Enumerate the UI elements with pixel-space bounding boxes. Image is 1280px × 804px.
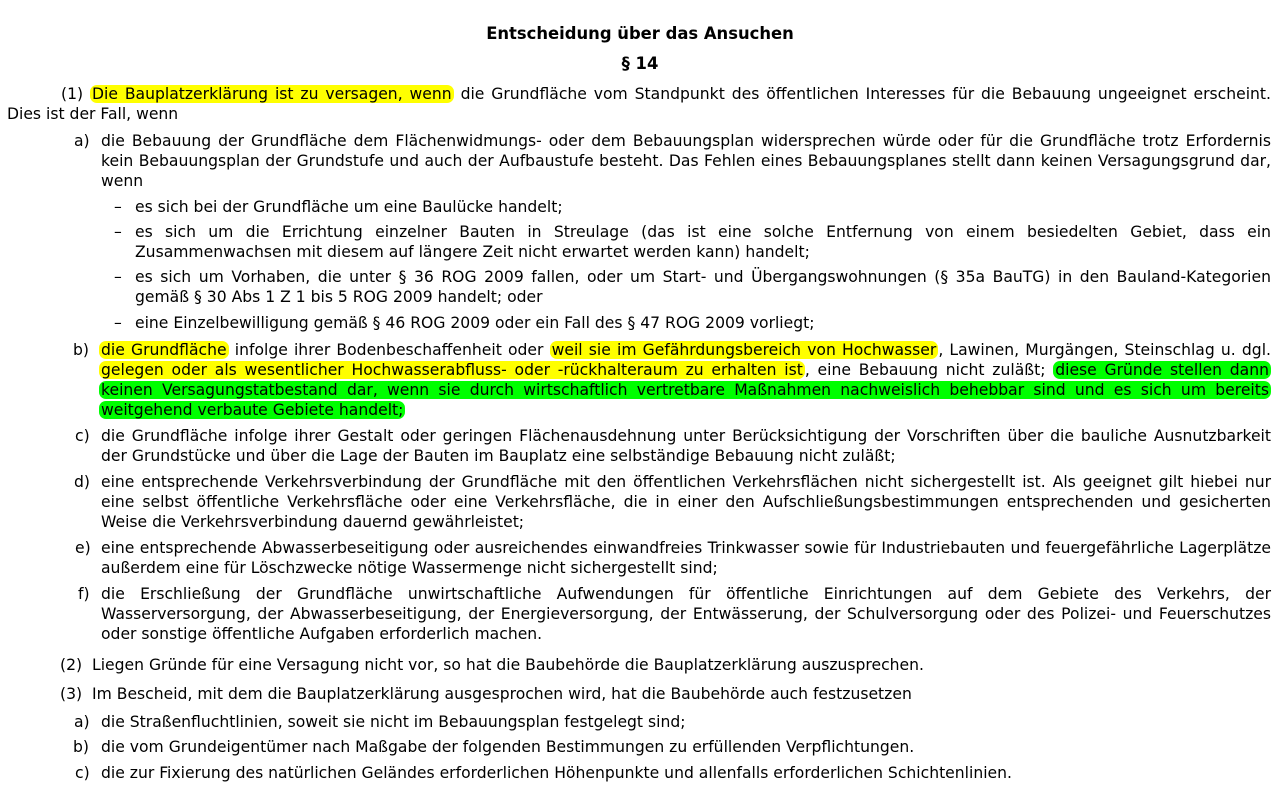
paragraph-3-text: Im Bescheid, mit dem die Bauplatzerklärung ausgesprochen wird, hat die Baubehörde auch festzusetzen <box>92 685 912 703</box>
item-d-label: d) <box>74 473 90 491</box>
paragraph-1 <box>7 84 1271 124</box>
item-b-text-3: , eine Bebauung nicht zuläßt; <box>804 361 1054 379</box>
p3-item-b-text: die vom Grundeigentümer nach Maßgabe der folgenden Bestimmungen zu erfüllenden Verpflichtungen. <box>101 738 915 756</box>
sub-item-2: es sich um die Errichtung einzelner Bauten in Streulage (das ist eine solche Entfernung von einem besiedelten Gebiet, dass ein Zusammenwachsen mit diesem auf längere Zeit nicht erwartet werden kann) handelt; <box>135 223 1271 261</box>
item-a-label: a) <box>74 132 90 150</box>
p3-item-b-label: b) <box>73 738 89 756</box>
paragraph-2-number: (2) <box>60 656 83 674</box>
paragraph-3-number: (3) <box>60 685 83 703</box>
highlight-green-exception: diese Gründe stellen dann keinen Versagungstatbestand dar, wenn sie durch wirtschaftlich vertretbare Maßnahmen nachweislich behebbar sind und es sich um bereits weitgehend verbaute Gebiete handelt; <box>101 361 1269 419</box>
p3-item-c-label: c) <box>75 764 90 782</box>
dash-3: – <box>114 268 122 286</box>
paragraph-1-number: (1) <box>61 85 84 103</box>
item-f-label: f) <box>78 585 90 603</box>
item-b-text-2: , Lawinen, Murgängen, Steinschlag u. dgl. <box>938 341 1271 359</box>
dash-4: – <box>114 314 122 332</box>
paragraph-1-text: die Grundfläche vom Standpunkt des öffentlichen Interesses für die Bebauung ungeeignet erscheint. Dies ist der Fall, wenn <box>7 85 1271 123</box>
p3-item-a-text: die Straßenfluchtlinien, soweit sie nicht im Bebauungsplan festgelegt sind; <box>101 713 686 731</box>
sub-item-1: es sich bei der Grundfläche um eine Baulücke handelt; <box>135 198 563 216</box>
dash-1: – <box>114 198 122 216</box>
highlight-paragraph-1: Die Bauplatzerklärung ist zu versagen, wenn <box>92 85 452 103</box>
item-e-label: e) <box>75 539 91 557</box>
section-number: § 14 <box>621 54 659 73</box>
item-d-text: eine entsprechende Verkehrsverbindung der Grundfläche mit den öffentlichen Verkehrsflächen nicht sichergestellt ist. Als geeignet gilt hiebei nur eine selbst öffentliche Verkehrsfläche oder eine Verkehrsfläche, die in einer den Aufschließungsbestimmungen entsprechenden und gesicherten Weise die Verkehrsverbindung dauernd gewährleistet; <box>101 473 1271 531</box>
item-b-text <box>99 340 1271 420</box>
highlight-grundflaeche: die Grundfläche <box>101 341 227 359</box>
item-c-label: c) <box>75 427 90 445</box>
item-b-text-1: infolge ihrer Bodenbeschaffenheit oder <box>228 341 550 359</box>
item-b-label: b) <box>73 341 89 359</box>
page-title: Entscheidung über das Ansuchen <box>486 24 794 43</box>
paragraph-2-text: Liegen Gründe für eine Versagung nicht vor, so hat die Baubehörde die Bauplatzerklärung auszusprechen. <box>92 656 924 674</box>
item-c-text: die Grundfläche infolge ihrer Gestalt oder geringen Flächenausdehnung unter Berücksichtigung der Vorschriften über die bauliche Ausnutzbarkeit der Grundstücke und über die Lage der Bauten im Bauplatz eine selbständige Bebauung nicht zuläßt; <box>101 427 1271 465</box>
highlight-hochwasser: weil sie im Gefährdungsbereich von Hochwasser <box>551 341 937 359</box>
sub-item-3: es sich um Vorhaben, die unter § 36 ROG 2009 fallen, oder um Start- und Übergangswohnungen (§ 35a BauTG) in den Bauland-Kategorien gemäß § 30 Abs 1 Z 1 bis 5 ROG 2009 handelt; oder <box>135 268 1271 306</box>
p3-item-a-label: a) <box>74 713 90 731</box>
item-f-text: die Erschließung der Grundfläche unwirtschaftliche Aufwendungen für öffentliche Einrichtungen auf dem Gebiete des Verkehrs, der Wasserversorgung, der Abwasserbeseitigung, der Energieversorgung, der Entwässerung, der Schulversorgung oder des Polizei- und Feuerschutzes oder sonstige öffentliche Aufgaben erforderlich machen. <box>101 585 1271 643</box>
dash-2: – <box>114 223 122 241</box>
p3-item-c-text: die zur Fixierung des natürlichen Geländes erforderlichen Höhenpunkte und allenfalls erforderlichen Schichtenlinien. <box>101 764 1012 782</box>
item-a-text: die Bebauung der Grundfläche dem Flächenwidmungs- oder dem Bebauungsplan widersprechen würde oder für die Grundfläche trotz Erfordernis kein Bebauungsplan der Grundstufe und auch der Aufbaustufe besteht. Das Fehlen eines Bebauungsplanes stellt dann keinen Versagungsgrund dar, wenn <box>101 132 1271 190</box>
item-e-text: eine entsprechende Abwasserbeseitigung oder ausreichendes einwandfreies Trinkwasser sowie für Industriebauten und feuergefährliche Lagerplätze außerdem eine für Löschzwecke nötige Wassermenge nicht sichergestellt sind; <box>101 539 1271 577</box>
sub-item-4: eine Einzelbewilligung gemäß § 46 ROG 2009 oder ein Fall des § 47 ROG 2009 vorliegt; <box>135 314 815 332</box>
highlight-rueckhalteraum: gelegen oder als wesentlicher Hochwasserabfluss- oder -rückhalteraum zu erhalten ist <box>101 361 803 379</box>
